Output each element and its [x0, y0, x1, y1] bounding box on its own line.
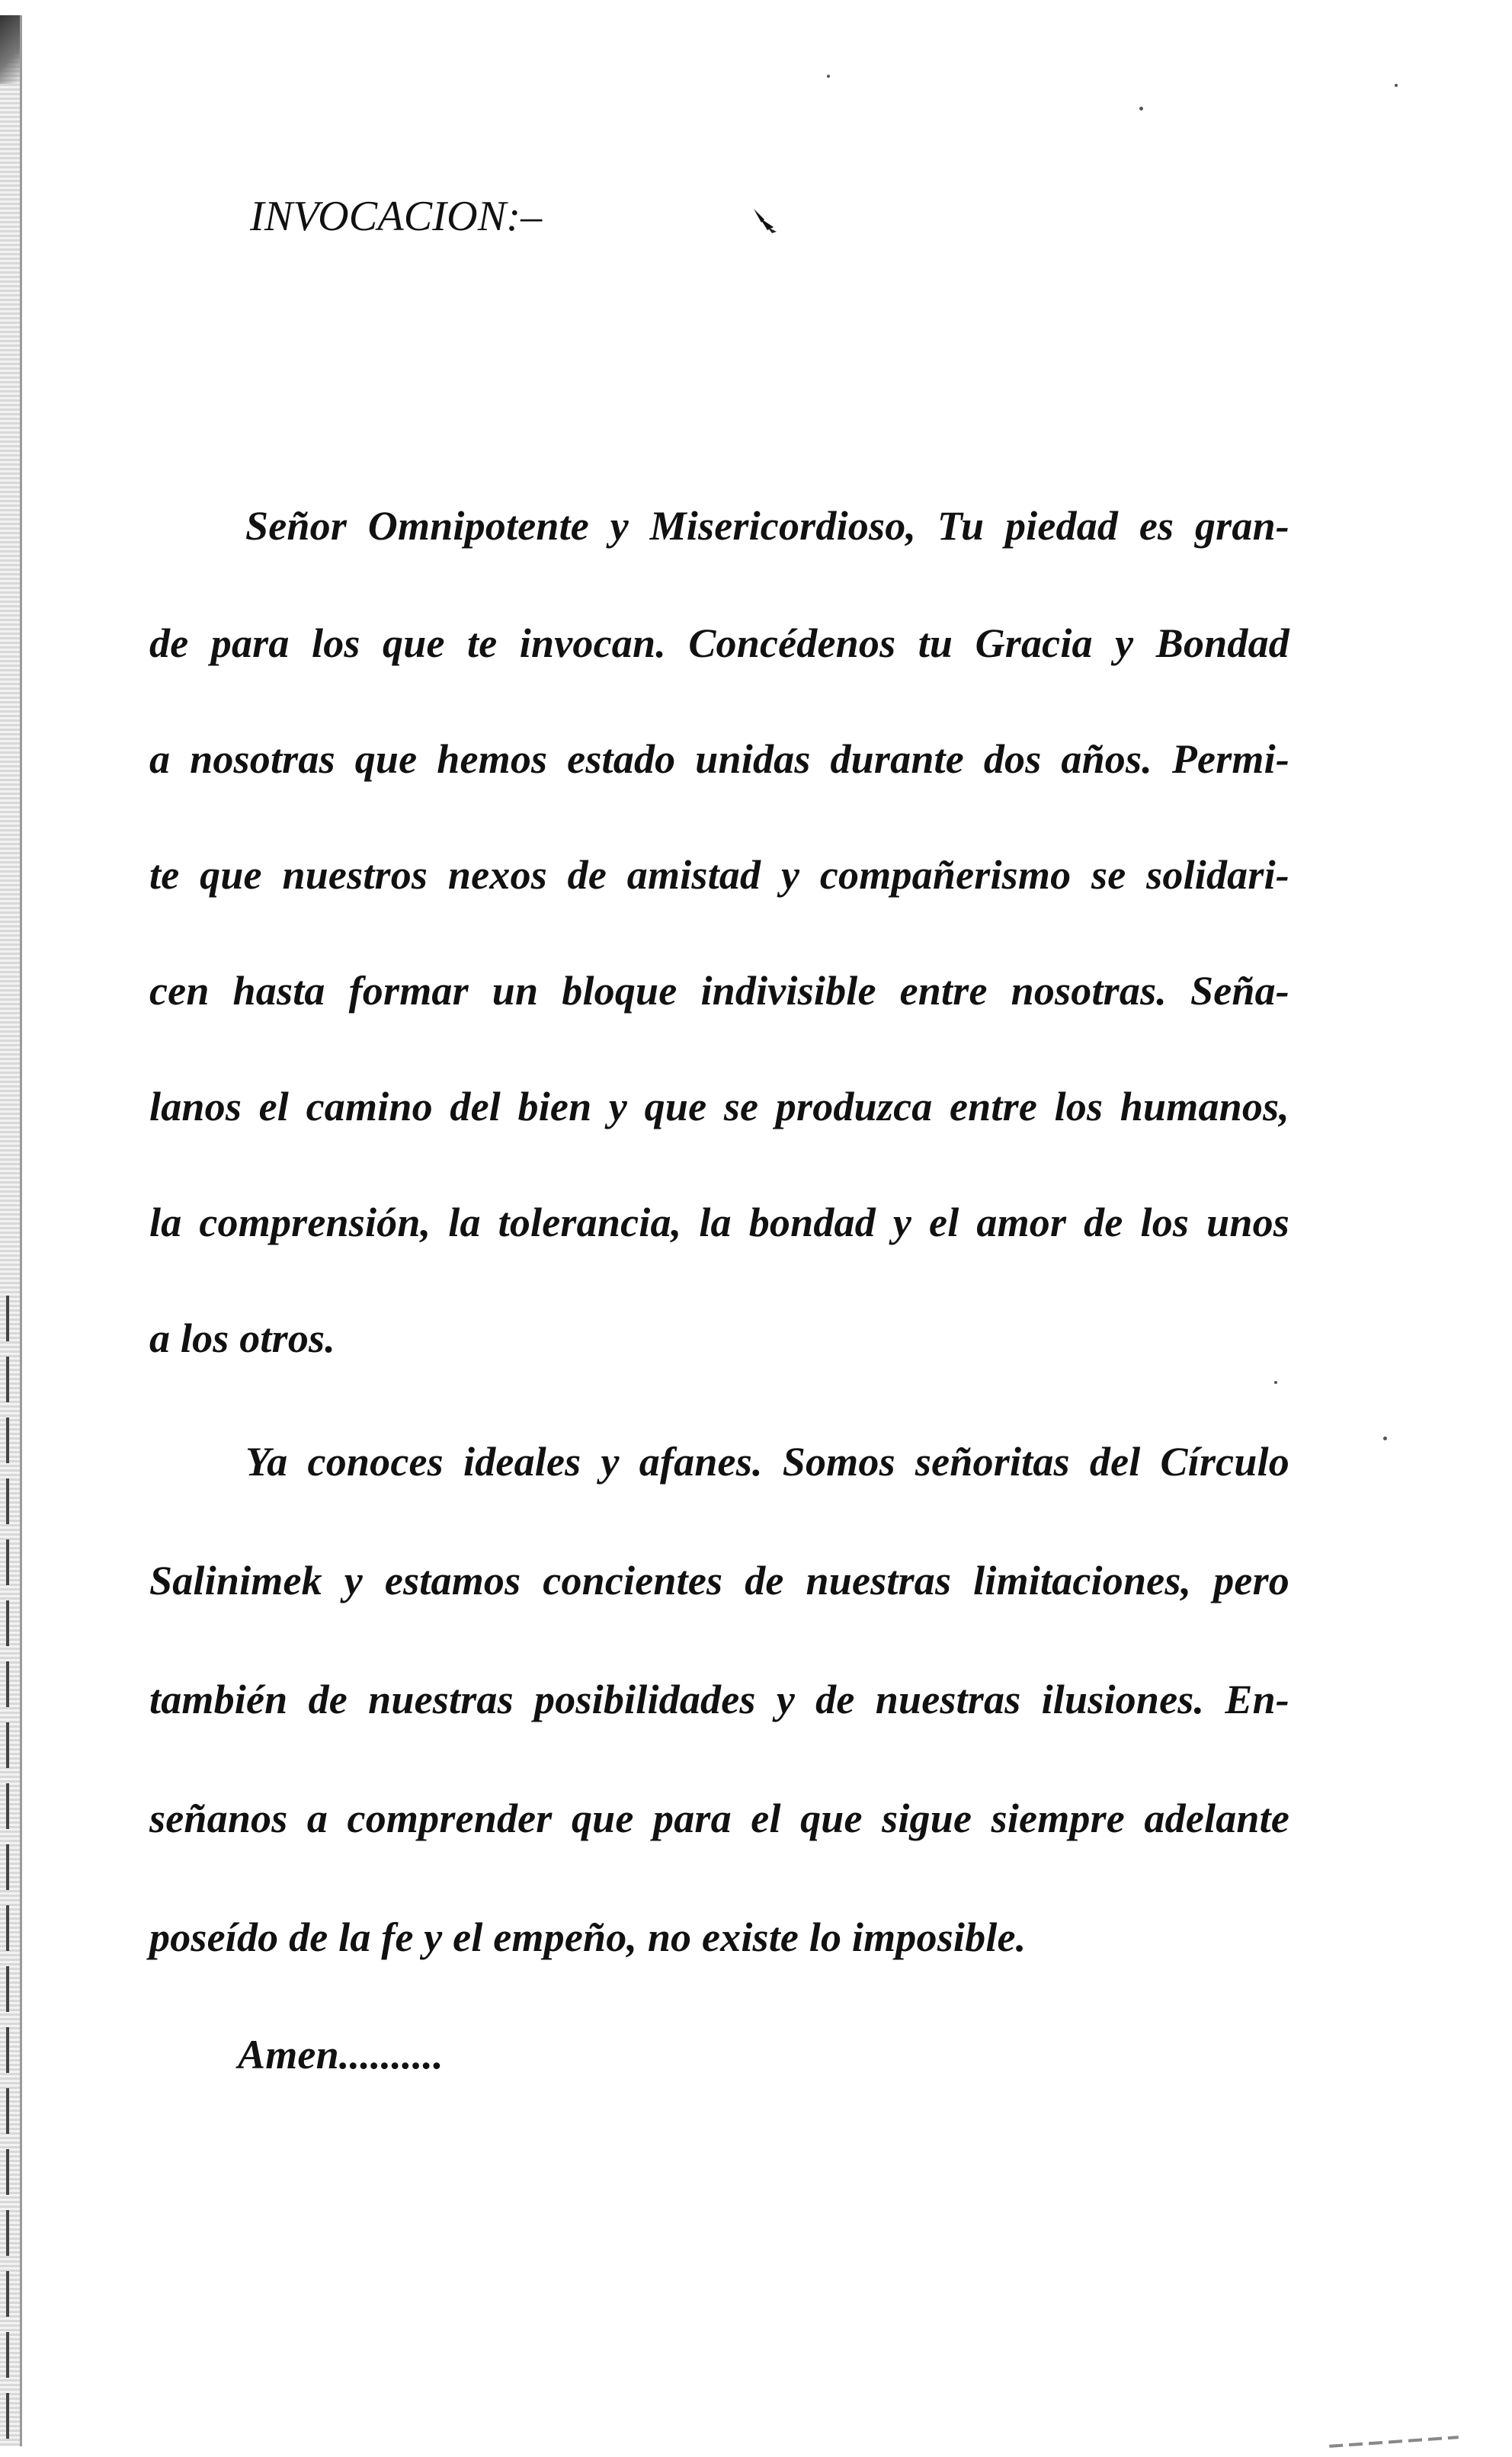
- body-line: Ya conoces ideales y afanes. Somos señoritas del Círculo: [245, 1439, 1289, 1485]
- scan-speck: [1395, 84, 1398, 87]
- document-heading: INVOCACION:–: [250, 193, 543, 240]
- body-line: también de nuestras posibilidades y de nuestras ilusiones. En-: [149, 1677, 1289, 1722]
- closing-amen: Amen..........: [238, 2032, 444, 2077]
- scan-speck: [1383, 1437, 1387, 1440]
- body-line: te que nuestros nexos de amistad y compañerismo se solidari-: [149, 852, 1289, 898]
- body-line: cen hasta formar un bloque indivisible entre nosotras. Seña-: [149, 968, 1289, 1014]
- body-line: Señor Omnipotente y Misericordioso, Tu piedad es gran-: [245, 503, 1289, 549]
- scan-binding-line: [6, 1296, 9, 2439]
- pen-mark-icon: [751, 204, 781, 235]
- body-line: señanos a comprender que para el que sigue siempre adelante: [149, 1796, 1289, 1841]
- scan-speck: [827, 75, 830, 78]
- body-line: de para los que te invocan. Concédenos tu Gracia y Bondad: [149, 620, 1289, 666]
- scan-binding-edge: [0, 15, 22, 2446]
- body-line: lanos el camino del bien y que se produzca entre los humanos,: [149, 1084, 1289, 1129]
- scan-speck: [1274, 1381, 1277, 1384]
- body-line: poseído de la fe y el empeño, no existe lo imposible.: [149, 1914, 1027, 1960]
- scan-corner-mark: [1329, 2436, 1459, 2448]
- body-line: a nosotras que hemos estado unidas durante dos años. Permi-: [149, 736, 1289, 782]
- body-line: la comprensión, la tolerancia, la bondad y el amor de los unos: [149, 1200, 1289, 1245]
- body-line: Salinimek y estamos concientes de nuestras limitaciones, pero: [149, 1558, 1289, 1603]
- scan-speck: [1139, 107, 1143, 111]
- body-line: a los otros.: [149, 1315, 335, 1361]
